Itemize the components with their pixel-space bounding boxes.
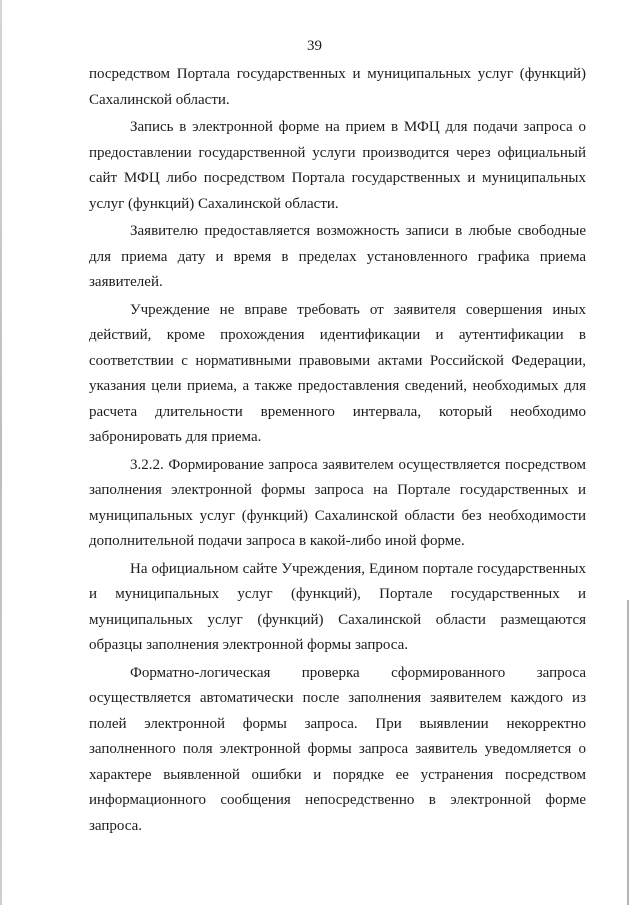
paragraph-appointment-slots: Заявителю предоставляется возможность записи в любые свободные для приема дату и время в пределах установленного графика приема заявителей. xyxy=(89,223,586,290)
paragraph-format-logic-check: Форматно-логическая проверка сформированного запроса осуществляется автоматически после заполнения заявителем каждого из полей электронной формы запроса. При выявлении некорректно заполненного поля электронной формы запроса заявитель уведомляется о характере выявленной ошибки и порядке ее устранения посредством информационного сообщения непосредственно в электронной форме запроса. xyxy=(89,664,586,834)
paragraph-mfc-appointment: Запись в электронной форме на прием в МФЦ для подачи запроса о предоставлении государственной услуги производится через официальный сайт МФЦ либо посредством Портала государственных и муниципальных услуг (функций) Сахалинской области. xyxy=(89,119,586,212)
paragraph-form-samples: На официальном сайте Учреждения, Едином портале государственных и муниципальных услуг (функций), Портале государственных и муниципальных услуг (функций) Сахалинской области размещаются образцы заполнения электронной формы запроса. xyxy=(89,560,586,653)
paragraph-continuation: посредством Портала государственных и муниципальных услуг (функций) Сахалинской области. xyxy=(89,66,586,108)
document-body xyxy=(89,62,586,841)
paragraph-section-3-2-2: 3.2.2. Формирование запроса заявителем осуществляется посредством заполнения электронной формы запроса на Портале государственных и муниципальных услуг (функций) Сахалинской области без необходимости дополнительной подачи запроса в какой-либо иной форме. xyxy=(89,456,586,549)
scan-edge xyxy=(0,0,2,905)
paragraph-institution-restrictions: Учреждение не вправе требовать от заявителя совершения иных действий, кроме прохождения идентификации и аутентификации в соответствии с нормативными правовыми актами Российской Федерации, указания цели приема, а также предоставления сведений, необходимых для расчета длительности временного интервала, который необходимо забронировать для приема. xyxy=(89,301,586,445)
page-number: 39 xyxy=(307,38,322,54)
